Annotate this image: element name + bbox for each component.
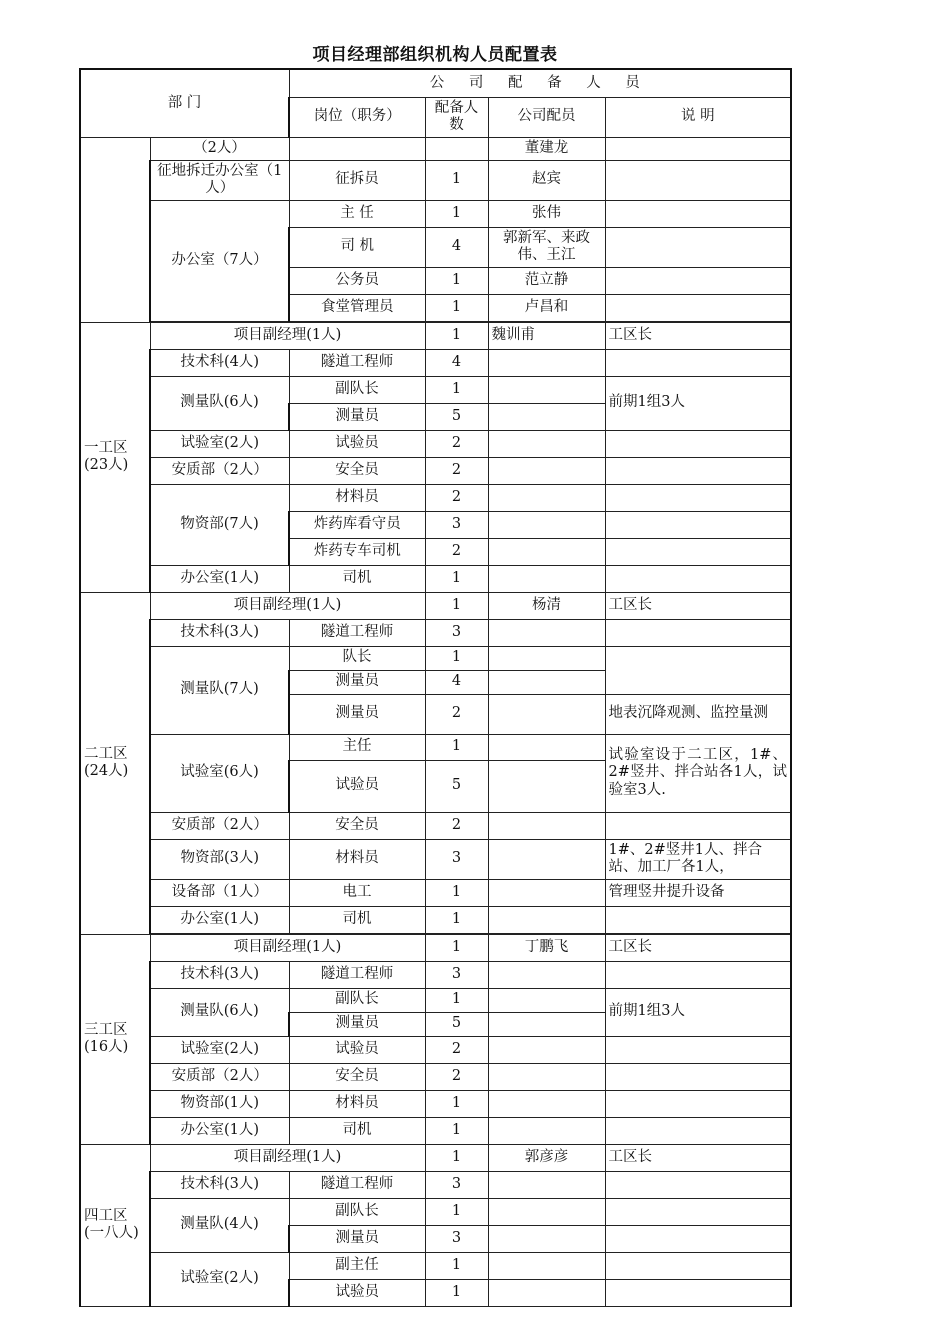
staff-cell [488, 376, 605, 403]
note-cell [605, 200, 791, 227]
deputy-cell: 项目副经理(1人) [150, 1144, 425, 1171]
table-row [80, 734, 791, 760]
staff-cell [488, 879, 605, 906]
table-row [80, 1036, 791, 1063]
dept-cell: 试验室(2人) [150, 1252, 289, 1306]
note-cell [605, 294, 791, 321]
staff-cell: 张伟 [488, 200, 605, 227]
dept-cell: 设备部（1人） [150, 879, 289, 906]
note-cell: 前期1组3人 [605, 376, 791, 430]
note-cell [605, 1036, 791, 1063]
deputy-cell: 项目副经理(1人) [150, 934, 425, 961]
table-row [80, 646, 791, 670]
count-cell: 1 [425, 322, 488, 349]
note-cell [605, 137, 791, 160]
table-row [80, 376, 791, 403]
count-cell: 1 [425, 988, 488, 1012]
note-cell [605, 1171, 791, 1198]
staff-cell [488, 646, 605, 670]
position-cell: 征拆员 [289, 160, 425, 200]
dept-cell: 测量队(4人) [150, 1198, 289, 1252]
count-cell: 5 [425, 760, 488, 812]
position-cell: 副队长 [289, 1198, 425, 1225]
position-cell: 食堂管理员 [289, 294, 425, 321]
position-cell: 材料员 [289, 1090, 425, 1117]
table-row [80, 430, 791, 457]
note-cell: 工区长 [605, 592, 791, 619]
dept-cell: 试验室(6人) [150, 734, 289, 812]
count-cell: 4 [425, 670, 488, 694]
position-cell: 安全员 [289, 457, 425, 484]
staff-cell: 丁鹏飞 [488, 934, 605, 961]
table-row [80, 565, 791, 592]
position-cell: 副队长 [289, 988, 425, 1012]
note-cell: 地表沉降观测、监控量测 [605, 694, 791, 734]
header-assigned: 公司配员 [488, 97, 605, 137]
note-cell: 1#、2#竖井1人、拌合站、加工厂各1人， [605, 839, 791, 879]
position-cell: 测量员 [289, 694, 425, 734]
note-cell [605, 1279, 791, 1306]
count-cell: 1 [425, 1090, 488, 1117]
table-row [80, 879, 791, 906]
staff-cell: 郭新军、来政伟、王江 [488, 227, 605, 267]
dept-cell: 技术科(3人) [150, 619, 289, 646]
dept-cell: 试验室(2人) [150, 430, 289, 457]
count-cell: 2 [425, 694, 488, 734]
note-cell [605, 511, 791, 538]
position-cell: 副队长 [289, 376, 425, 403]
dept-cell: 办公室(1人) [150, 565, 289, 592]
count-cell: 5 [425, 1012, 488, 1036]
staff-cell [488, 565, 605, 592]
position-cell: 隧道工程师 [289, 961, 425, 988]
note-cell: 工区长 [605, 322, 791, 349]
position-cell: 试验员 [289, 760, 425, 812]
count-cell: 2 [425, 457, 488, 484]
count-cell: 1 [425, 1144, 488, 1171]
header-note: 说 明 [605, 97, 791, 137]
note-cell: 试验室设于二工区，1#、2#竖井、拌合站各1人，试验室3人. [605, 734, 791, 812]
zone-name: 一工区(23人) [80, 322, 150, 592]
note-cell [605, 619, 791, 646]
position-cell: 测量员 [289, 1225, 425, 1252]
staff-cell: 卢昌和 [488, 294, 605, 321]
table-row [80, 484, 791, 511]
zone-name: 三工区(16人) [80, 934, 150, 1144]
header-position: 岗位（职务） [289, 97, 425, 137]
header-count: 配备人数 [425, 97, 488, 137]
note-cell [605, 1252, 791, 1279]
dept-cell: 物资部(1人) [150, 1090, 289, 1117]
staff-cell [488, 1225, 605, 1252]
table-row [80, 934, 791, 961]
count-cell: 5 [425, 403, 488, 430]
dept-cell: 测量队(6人) [150, 988, 289, 1036]
count-cell: 2 [425, 430, 488, 457]
position-cell: 材料员 [289, 839, 425, 879]
table-row [80, 619, 791, 646]
staff-cell [488, 349, 605, 376]
table-row [80, 1198, 791, 1225]
dept-cell: 试验室(2人) [150, 1036, 289, 1063]
note-cell [605, 160, 791, 200]
note-cell: 管理竖井提升设备 [605, 879, 791, 906]
staff-cell: 魏训甫 [488, 322, 605, 349]
count-cell: 1 [425, 646, 488, 670]
staff-cell [488, 1012, 605, 1036]
staff-cell [488, 1090, 605, 1117]
note-cell [605, 1225, 791, 1252]
dept-cell: 办公室(1人) [150, 906, 289, 933]
note-cell [605, 565, 791, 592]
note-cell [605, 812, 791, 839]
count-cell: 2 [425, 538, 488, 565]
dept-cell: 测量队(6人) [150, 376, 289, 430]
note-cell [605, 227, 791, 267]
position-cell: 炸药专车司机 [289, 538, 425, 565]
dept-cell: （2人） [150, 137, 289, 160]
note-cell [605, 1198, 791, 1225]
staff-cell [488, 538, 605, 565]
position-cell: 隧道工程师 [289, 1171, 425, 1198]
note-cell [605, 538, 791, 565]
position-cell: 主 任 [289, 200, 425, 227]
dept-cell: 技术科(3人) [150, 961, 289, 988]
table-row [80, 812, 791, 839]
position-cell: 公务员 [289, 267, 425, 294]
dept-cell: 物资部(7人) [150, 484, 289, 565]
position-cell: 副主任 [289, 1252, 425, 1279]
table-row [80, 349, 791, 376]
count-cell: 1 [425, 906, 488, 933]
position-cell: 测量员 [289, 1012, 425, 1036]
position-cell: 隧道工程师 [289, 619, 425, 646]
position-cell: 试验员 [289, 1036, 425, 1063]
dept-cell: 办公室(1人) [150, 1117, 289, 1144]
count-cell: 1 [425, 200, 488, 227]
staff-cell: 范立静 [488, 267, 605, 294]
count-cell: 3 [425, 1171, 488, 1198]
count-cell: 1 [425, 160, 488, 200]
staff-cell [488, 760, 605, 812]
table-row [80, 592, 791, 619]
staff-cell [488, 1279, 605, 1306]
table-row [80, 1252, 791, 1279]
count-cell: 3 [425, 839, 488, 879]
count-cell: 1 [425, 592, 488, 619]
position-cell: 司机 [289, 906, 425, 933]
staffing-table [79, 68, 792, 1307]
staff-cell [488, 403, 605, 430]
page-title: 项目经理部组织机构人员配置表 [312, 45, 558, 65]
note-cell [605, 906, 791, 933]
count-cell: 2 [425, 812, 488, 839]
position-cell [289, 137, 425, 160]
staff-cell [488, 839, 605, 879]
table-row [80, 200, 791, 227]
header-company-staff: 公 司 配 备 人 员 [289, 69, 791, 97]
table-row [80, 1090, 791, 1117]
note-cell [605, 349, 791, 376]
staff-cell [488, 1063, 605, 1090]
position-cell: 主任 [289, 734, 425, 760]
staff-cell [488, 1252, 605, 1279]
staff-cell [488, 734, 605, 760]
dept-cell: 技术科(3人) [150, 1171, 289, 1198]
table-row [80, 137, 791, 160]
position-cell: 司机 [289, 565, 425, 592]
count-cell: 1 [425, 267, 488, 294]
count-cell: 1 [425, 1252, 488, 1279]
table-row [80, 1063, 791, 1090]
position-cell: 电工 [289, 879, 425, 906]
position-cell: 队长 [289, 646, 425, 670]
staff-cell [488, 961, 605, 988]
staff-cell [488, 694, 605, 734]
note-cell: 工区长 [605, 934, 791, 961]
staff-cell [488, 619, 605, 646]
count-cell: 1 [425, 879, 488, 906]
table-row [80, 457, 791, 484]
position-cell: 炸药库看守员 [289, 511, 425, 538]
count-cell: 1 [425, 565, 488, 592]
table-row [80, 906, 791, 933]
position-cell: 测量员 [289, 670, 425, 694]
table-row [80, 1144, 791, 1171]
position-cell: 安全员 [289, 812, 425, 839]
note-cell [605, 267, 791, 294]
note-cell [605, 1063, 791, 1090]
staff-cell [488, 670, 605, 694]
note-cell [605, 430, 791, 457]
count-cell: 3 [425, 619, 488, 646]
table-row [80, 961, 791, 988]
position-cell: 司 机 [289, 227, 425, 267]
dept-cell: 安质部（2人） [150, 812, 289, 839]
count-cell: 2 [425, 1036, 488, 1063]
count-cell: 2 [425, 484, 488, 511]
count-cell: 1 [425, 1117, 488, 1144]
note-cell [605, 1090, 791, 1117]
dept-cell: 办公室（7人） [150, 200, 289, 321]
note-cell: 工区长 [605, 1144, 791, 1171]
note-cell [605, 457, 791, 484]
staff-cell: 杨清 [488, 592, 605, 619]
table-row [80, 988, 791, 1012]
table-row [80, 160, 791, 200]
dept-cell: 安质部（2人） [150, 1063, 289, 1090]
count-cell: 1 [425, 1198, 488, 1225]
table-row [80, 1117, 791, 1144]
staff-cell [488, 457, 605, 484]
position-cell: 安全员 [289, 1063, 425, 1090]
dept-cell: 物资部(3人) [150, 839, 289, 879]
position-cell: 试验员 [289, 430, 425, 457]
table-row [80, 1171, 791, 1198]
staff-cell [488, 812, 605, 839]
header-dept: 部 门 [80, 69, 289, 137]
zone-name: 四工区(一八人) [80, 1144, 150, 1306]
position-cell: 试验员 [289, 1279, 425, 1306]
note-cell [605, 484, 791, 511]
position-cell: 隧道工程师 [289, 349, 425, 376]
staff-cell [488, 1117, 605, 1144]
position-cell: 材料员 [289, 484, 425, 511]
count-cell: 1 [425, 376, 488, 403]
dept-cell: 安质部（2人） [150, 457, 289, 484]
count-cell: 4 [425, 227, 488, 267]
count-cell [425, 137, 488, 160]
count-cell: 3 [425, 1225, 488, 1252]
staff-cell [488, 430, 605, 457]
staff-cell [488, 1036, 605, 1063]
count-cell: 2 [425, 1063, 488, 1090]
note-cell [605, 1117, 791, 1144]
zone-name: 二工区(24人) [80, 592, 150, 934]
count-cell: 1 [425, 934, 488, 961]
count-cell: 3 [425, 511, 488, 538]
dept-cell: 征地拆迁办公室（1人） [150, 160, 289, 200]
table-row [80, 839, 791, 879]
staff-cell: 赵宾 [488, 160, 605, 200]
count-cell: 3 [425, 961, 488, 988]
zone-cell [80, 137, 150, 322]
position-cell: 司机 [289, 1117, 425, 1144]
note-cell [605, 961, 791, 988]
staff-cell: 郭彦彦 [488, 1144, 605, 1171]
position-cell: 测量员 [289, 403, 425, 430]
staff-cell [488, 1171, 605, 1198]
note-cell [605, 646, 791, 694]
dept-cell: 技术科(4人) [150, 349, 289, 376]
dept-cell: 测量队(7人) [150, 646, 289, 734]
staff-cell [488, 1198, 605, 1225]
deputy-cell: 项目副经理(1人) [150, 322, 425, 349]
staff-cell [488, 906, 605, 933]
count-cell: 1 [425, 734, 488, 760]
staff-cell [488, 988, 605, 1012]
count-cell: 4 [425, 349, 488, 376]
table-row [80, 322, 791, 349]
staff-cell [488, 484, 605, 511]
staff-cell [488, 511, 605, 538]
deputy-cell: 项目副经理(1人) [150, 592, 425, 619]
count-cell: 1 [425, 1279, 488, 1306]
count-cell: 1 [425, 294, 488, 321]
staff-cell: 董建龙 [488, 137, 605, 160]
note-cell: 前期1组3人 [605, 988, 791, 1036]
